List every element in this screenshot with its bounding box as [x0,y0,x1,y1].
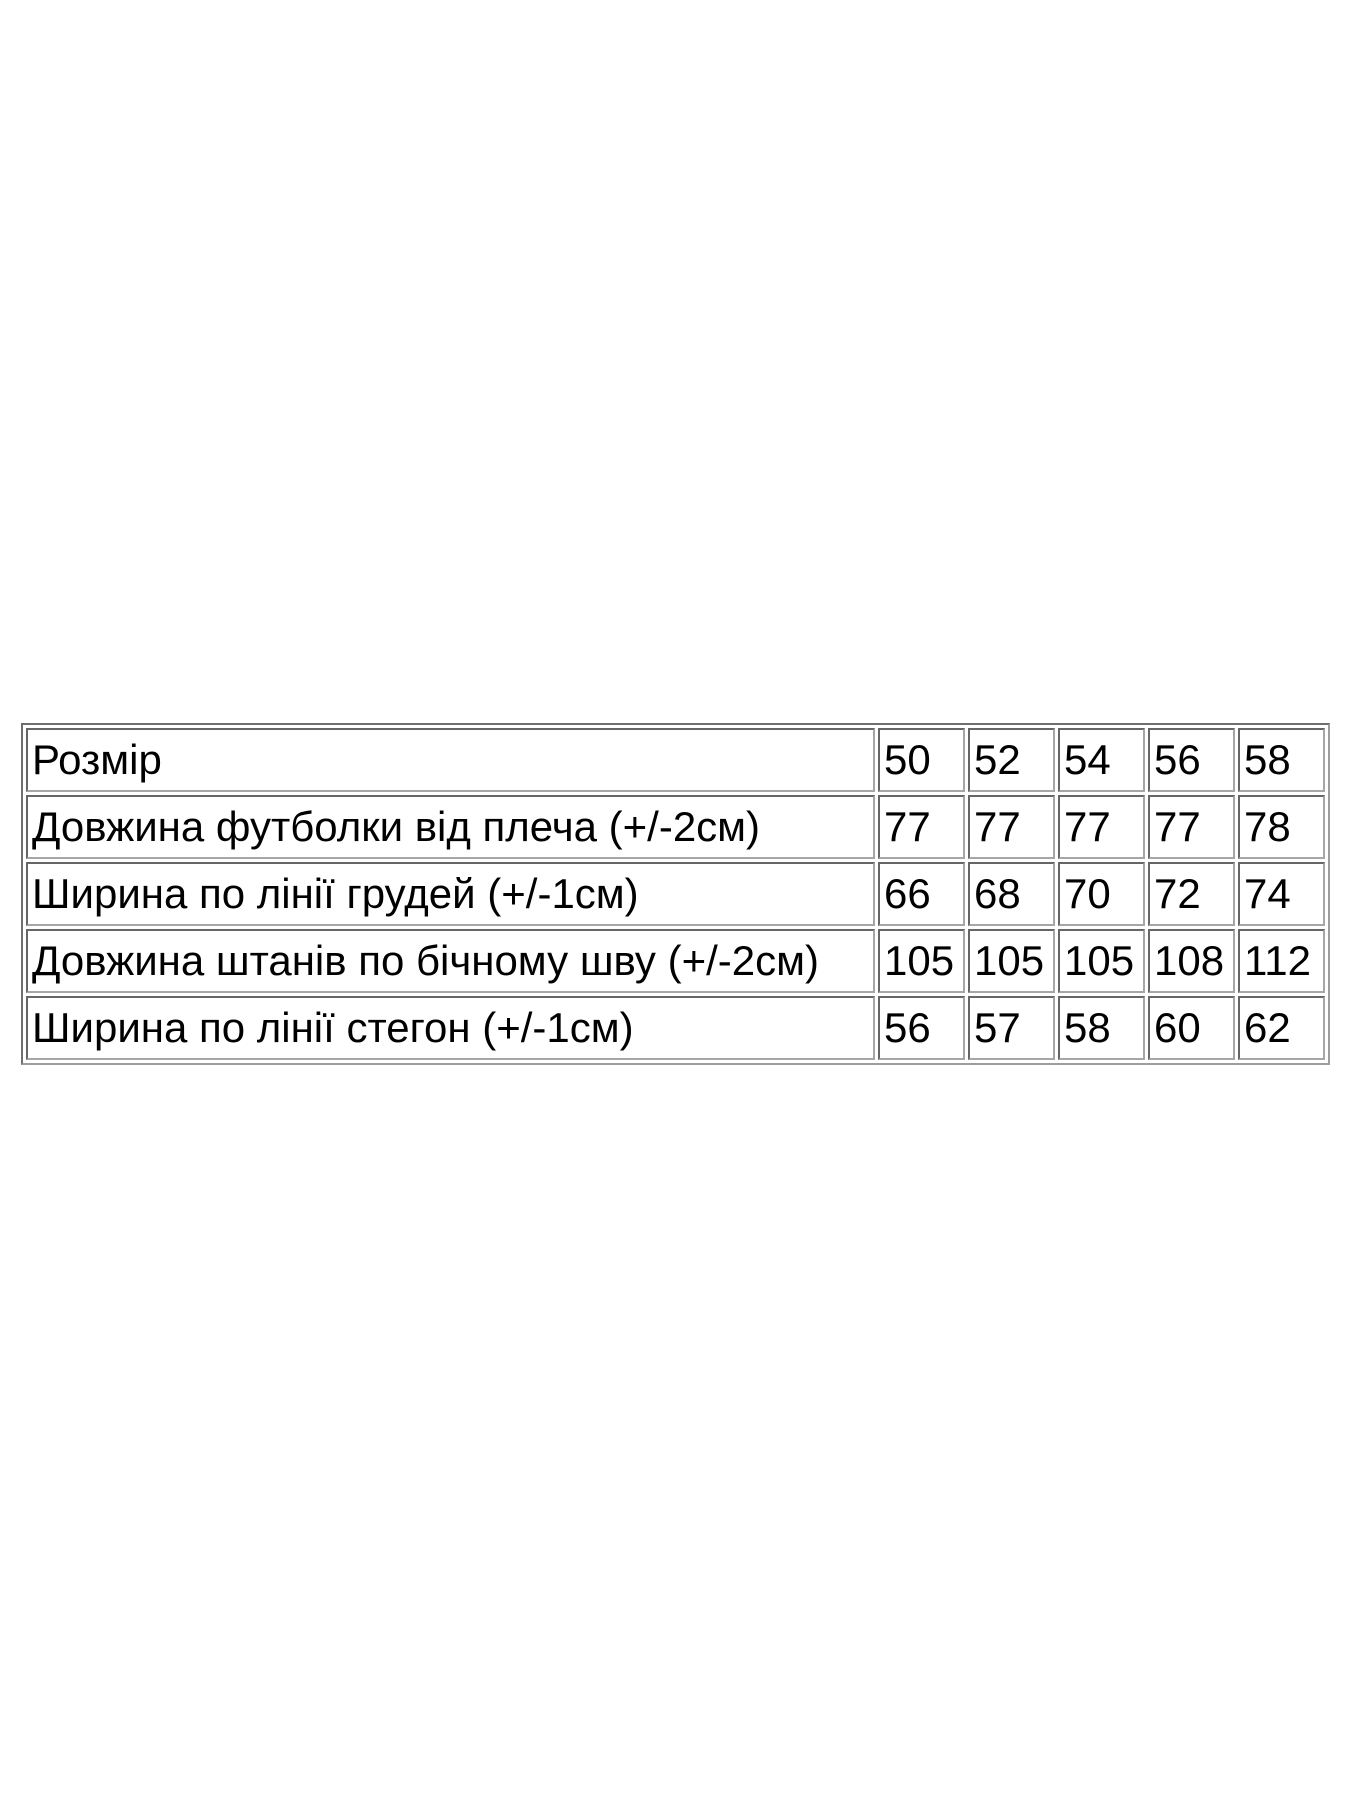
measurement-value: 105 [1058,929,1145,993]
measurement-value: 57 [968,996,1055,1060]
size-col-header: 50 [878,728,965,792]
measurement-value: 78 [1238,795,1325,859]
measurement-value: 77 [1148,795,1235,859]
measurement-value: 56 [878,996,965,1060]
measurement-value: 58 [1058,996,1145,1060]
measurement-value: 72 [1148,862,1235,926]
size-col-header: 52 [968,728,1055,792]
measurement-value: 68 [968,862,1055,926]
measurement-value: 62 [1238,996,1325,1060]
measurement-value: 77 [1058,795,1145,859]
size-table [21,723,1330,1065]
measurement-value: 112 [1238,929,1325,993]
measurement-value: 60 [1148,996,1235,1060]
measurement-row-shirt-length [26,795,1325,859]
size-col-header: 54 [1058,728,1145,792]
measurement-value: 108 [1148,929,1235,993]
measurement-value: 70 [1058,862,1145,926]
measurement-value: 77 [968,795,1055,859]
size-header-label: Розмір [26,728,875,792]
measurement-value: 74 [1238,862,1325,926]
measurement-label: Ширина по лінії стегон (+/-1см) [26,996,875,1060]
size-col-header: 58 [1238,728,1325,792]
size-col-header: 56 [1148,728,1235,792]
measurement-value: 77 [878,795,965,859]
measurement-label: Довжина штанів по бічному шву (+/-2см) [26,929,875,993]
size-table-header-row [26,728,1325,792]
measurement-label: Ширина по лінії грудей (+/-1см) [26,862,875,926]
measurement-value: 105 [968,929,1055,993]
measurement-row-hip-width [26,996,1325,1060]
measurement-value: 66 [878,862,965,926]
measurement-row-pants-length [26,929,1325,993]
measurement-value: 105 [878,929,965,993]
measurement-row-chest-width [26,862,1325,926]
measurement-label: Довжина футболки від плеча (+/-2см) [26,795,875,859]
